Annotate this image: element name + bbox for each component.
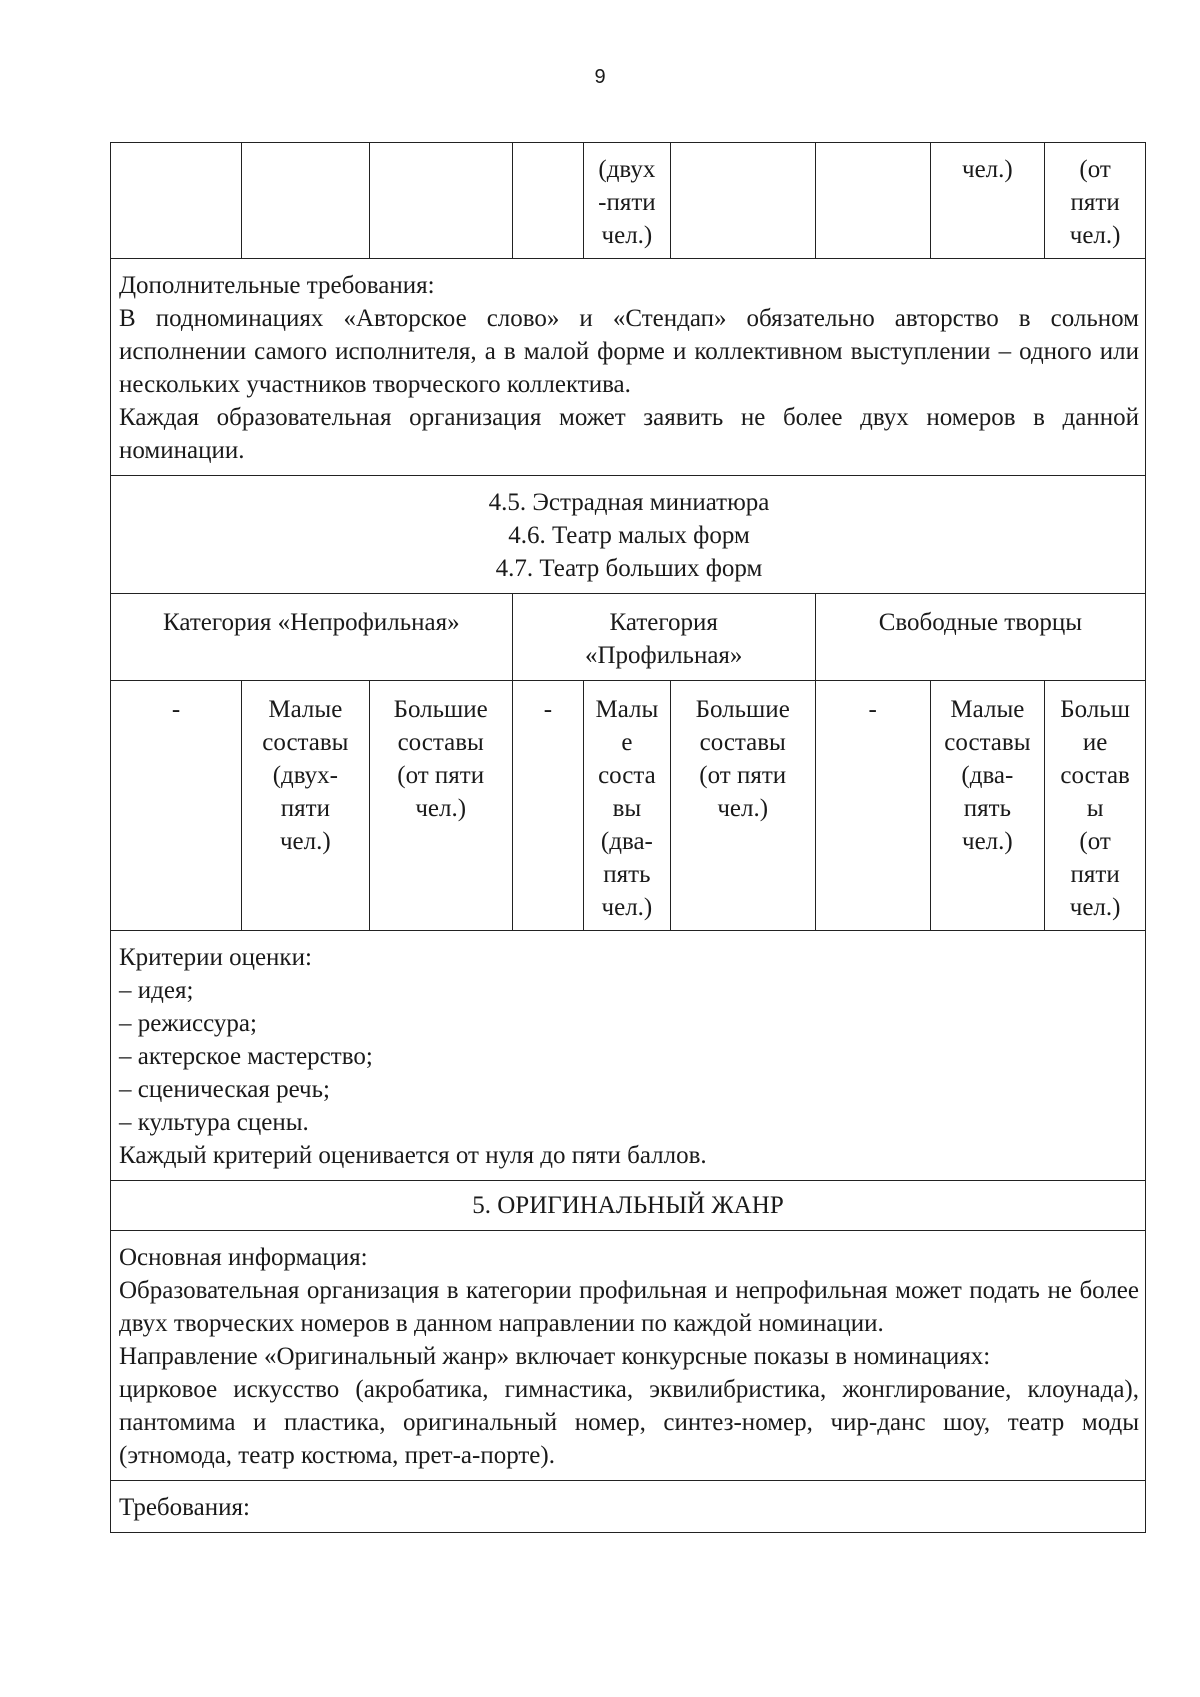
requirements-row bbox=[111, 1481, 1146, 1533]
section-45-row bbox=[111, 476, 1146, 594]
table-row-top-continuation bbox=[111, 143, 1146, 259]
section-5-heading: 5. ОРИГИНАЛЬНЫЙ ЖАНР bbox=[111, 1181, 1146, 1231]
table-cell bbox=[111, 143, 242, 259]
heading-line: 4.7. Театр больших форм bbox=[495, 555, 763, 582]
category-free-creators: Свободные творцы bbox=[815, 594, 1145, 681]
basic-info-title: Основная информация: bbox=[119, 1244, 368, 1271]
table-cell bbox=[670, 143, 815, 259]
basic-info-p3: цирковое искусство (акробатика, гимнастика, эквилибристика, жонглирование, клоунада), пантомима и пластика, оригинальный номер, синтез-номер, чир-данс шоу, театр моды (этномода, театр костюма, прет-а-порте). bbox=[119, 1376, 1139, 1469]
additional-requirements-title: Дополнительные требования: bbox=[119, 272, 435, 299]
table-cell: Большие составы (от пяти чел.) bbox=[369, 681, 512, 931]
criteria-item: – актерское мастерство; bbox=[119, 1043, 373, 1070]
criteria-item: – сценическая речь; bbox=[119, 1076, 330, 1103]
criteria-block bbox=[111, 931, 1146, 1181]
table-cell: Большие составы (от пяти чел.) bbox=[670, 681, 815, 931]
category-non-profile: Категория «Непрофильная» bbox=[111, 594, 513, 681]
section-5-row bbox=[111, 1181, 1146, 1231]
table-cell: (от пяти чел.) bbox=[1045, 143, 1146, 259]
criteria-note: Каждый критерий оценивается от нуля до пяти баллов. bbox=[119, 1142, 707, 1169]
basic-info-row bbox=[111, 1231, 1146, 1481]
table-cell: (двух -пяти чел.) bbox=[584, 143, 671, 259]
requirements-title: Требования: bbox=[119, 1494, 250, 1521]
table-cell bbox=[369, 143, 512, 259]
criteria-row bbox=[111, 931, 1146, 1181]
table-cell: - bbox=[111, 681, 242, 931]
category-profile: Категория «Профильная» bbox=[512, 594, 815, 681]
table-cell bbox=[815, 143, 930, 259]
table-cell: чел.) bbox=[930, 143, 1045, 259]
criteria-title: Критерии оценки: bbox=[119, 944, 312, 971]
table-cell bbox=[241, 143, 369, 259]
criteria-item: – культура сцены. bbox=[119, 1109, 309, 1136]
requirements-block bbox=[111, 1481, 1146, 1533]
composition-row bbox=[111, 681, 1146, 931]
heading-line: 4.5. Эстрадная миниатюра bbox=[488, 489, 770, 516]
nominations-table bbox=[110, 142, 1146, 1533]
table-cell: Малые составы (двух- пяти чел.) bbox=[241, 681, 369, 931]
basic-info-p2: Направление «Оригинальный жанр» включает конкурсные показы в номинациях: bbox=[119, 1343, 991, 1370]
section-45-heading bbox=[111, 476, 1146, 594]
additional-requirements-p2: Каждая образовательная организация может заявить не более двух номеров в данной номинации. bbox=[119, 404, 1139, 464]
table-cell: Малые составы (два- пять чел.) bbox=[930, 681, 1045, 931]
table-cell: - bbox=[512, 681, 583, 931]
categories-row bbox=[111, 594, 1146, 681]
table-cell bbox=[512, 143, 583, 259]
table-cell: - bbox=[815, 681, 930, 931]
table-cell: Больш ие состав ы (от пяти чел.) bbox=[1045, 681, 1146, 931]
additional-requirements-p1: В подноминациях «Авторское слово» и «Стендап» обязательно авторство в сольном исполнении самого исполнителя, а в малой форме и коллективном выступлении – одного или нескольких участников творческого коллектива. bbox=[119, 305, 1139, 398]
additional-requirements-row bbox=[111, 259, 1146, 476]
additional-requirements-block bbox=[111, 259, 1146, 476]
page-number: 9 bbox=[594, 66, 606, 88]
heading-line: 4.6. Театр малых форм bbox=[508, 522, 750, 549]
table-cell: Малы е соста вы (два- пять чел.) bbox=[584, 681, 671, 931]
basic-info-p1: Образовательная организация в категории профильная и непрофильная может подать не более двух творческих номеров в данном направлении по каждой номинации. bbox=[119, 1277, 1139, 1337]
criteria-item: – идея; bbox=[119, 977, 194, 1004]
criteria-item: – режиссура; bbox=[119, 1010, 257, 1037]
basic-info-block bbox=[111, 1231, 1146, 1481]
